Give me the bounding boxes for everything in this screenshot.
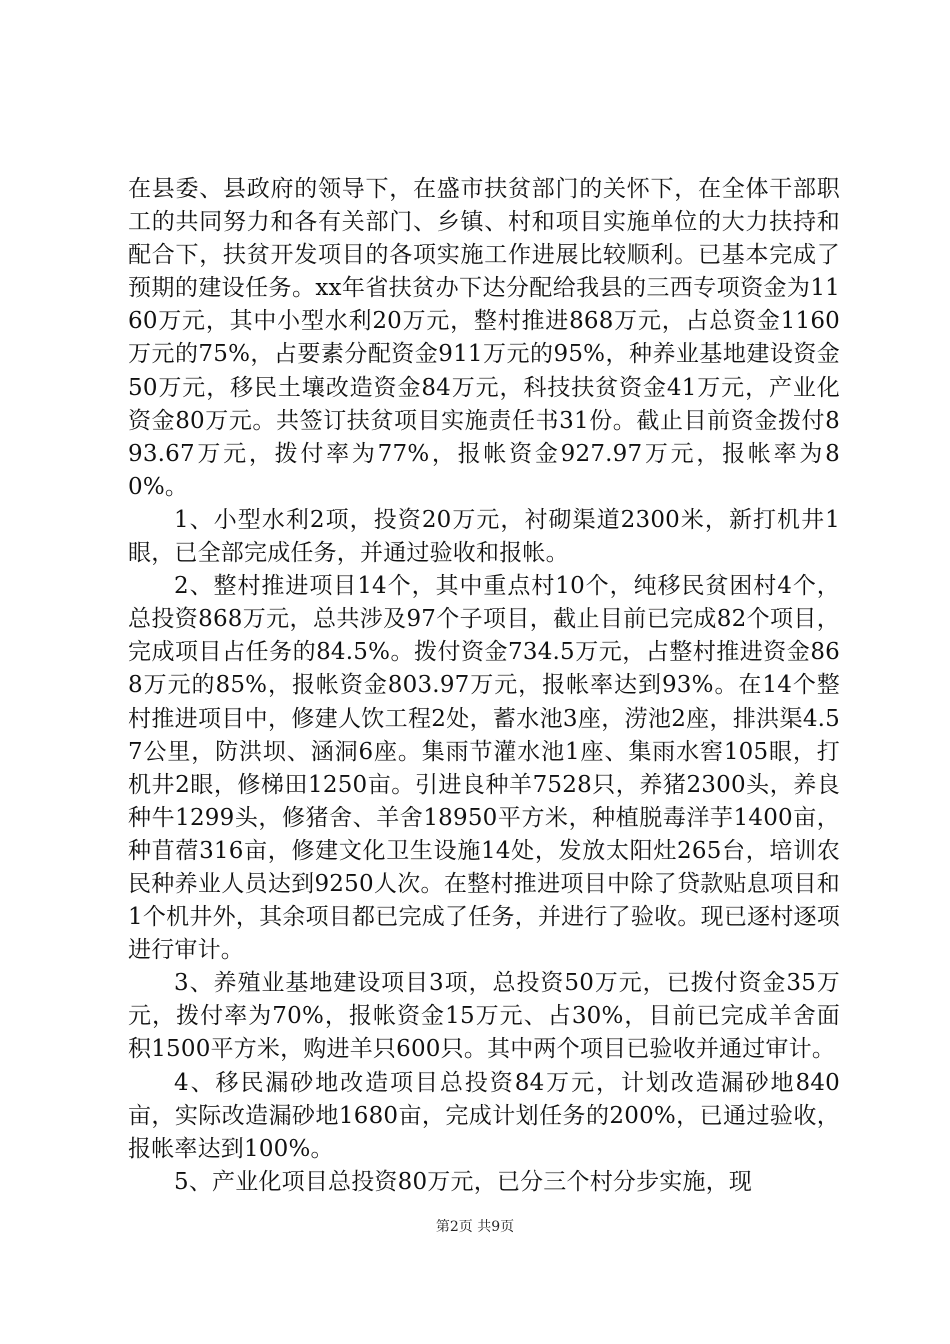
page-number-footer: 第2页 共9页 bbox=[435, 1219, 515, 1235]
document-body bbox=[128, 173, 840, 1199]
paragraph-item-4: 4、移民漏砂地改造项目总投资84万元，计划改造漏砂地840亩，实际改造漏砂地1680亩，完成计划任务的200%，已通过验收，报帐率达到100%。 bbox=[128, 1069, 840, 1162]
paragraph-item-1: 1、小型水利2项，投资20万元，衬砌渠道2300米，新打机井1眼，已全部完成任务，并通过验收和报帐。 bbox=[128, 506, 840, 567]
paragraph-item-3: 3、养殖业基地建设项目3项，总投资50万元，已拨付资金35万元，拨付率为70%，报帐资金15万元、占30%，目前已完成羊舍面积1500平方米，购进羊只600只。其中两个项目已验收并通过审计。 bbox=[128, 970, 840, 1063]
paragraph-intro: 在县委、县政府的领导下，在盛市扶贫部门的关怀下，在全体干部职工的共同努力和各有关部门、乡镇、村和项目实施单位的大力扶持和配合下，扶贫开发项目的各项实施工作进展比较顺利。已基本完成了预期的建设任务。xx年省扶贫办下达分配给我县的三西专项资金为1160万元，其中小型水利20万元，整村推进868万元，占总资金1160万元的75%，占要素分配资金911万元的95%，种养业基地建设资金50万元，移民土壤改造资金84万元，科技扶贫资金41万元，产业化资金80万元。共签订扶贫项目实施责任书31份。截止目前资金拨付893.67万元，拨付率为77%，报帐资金927.97万元，报帐率为80%。 bbox=[128, 176, 840, 500]
paragraph-item-5: 5、产业化项目总投资80万元，已分三个村分步实施，现 bbox=[174, 1168, 753, 1195]
paragraph-item-2: 2、整村推进项目14个，其中重点村10个，纯移民贫困村4个，总投资868万元，总共涉及97个子项目，截止目前已完成82个项目，完成项目占任务的84.5%。拨付资金734.5万元，占整村推进资金868万元的85%，报帐资金803.97万元，报帐率达到93%。在14个整村推进项目中，修建人饮工程2处，蓄水池3座，涝池2座，排洪渠4.57公里，防洪坝、涵洞6座。集雨节灌水池1座、集雨水窖105眼，打机井2眼，修梯田1250亩。引进良种羊7528只，养猪2300头，养良种牛1299头，修猪舍、羊舍18950平方米，种植脱毒洋芋1400亩，种苜蓿316亩，修建文化卫生设施14处，发放太阳灶265台，培训农民种养业人员达到9250人次。在整村推进项目中除了贷款贴息项目和1个机井外，其余项目都已完成了任务，并进行了验收。现已逐村逐项进行审计。 bbox=[128, 573, 840, 964]
